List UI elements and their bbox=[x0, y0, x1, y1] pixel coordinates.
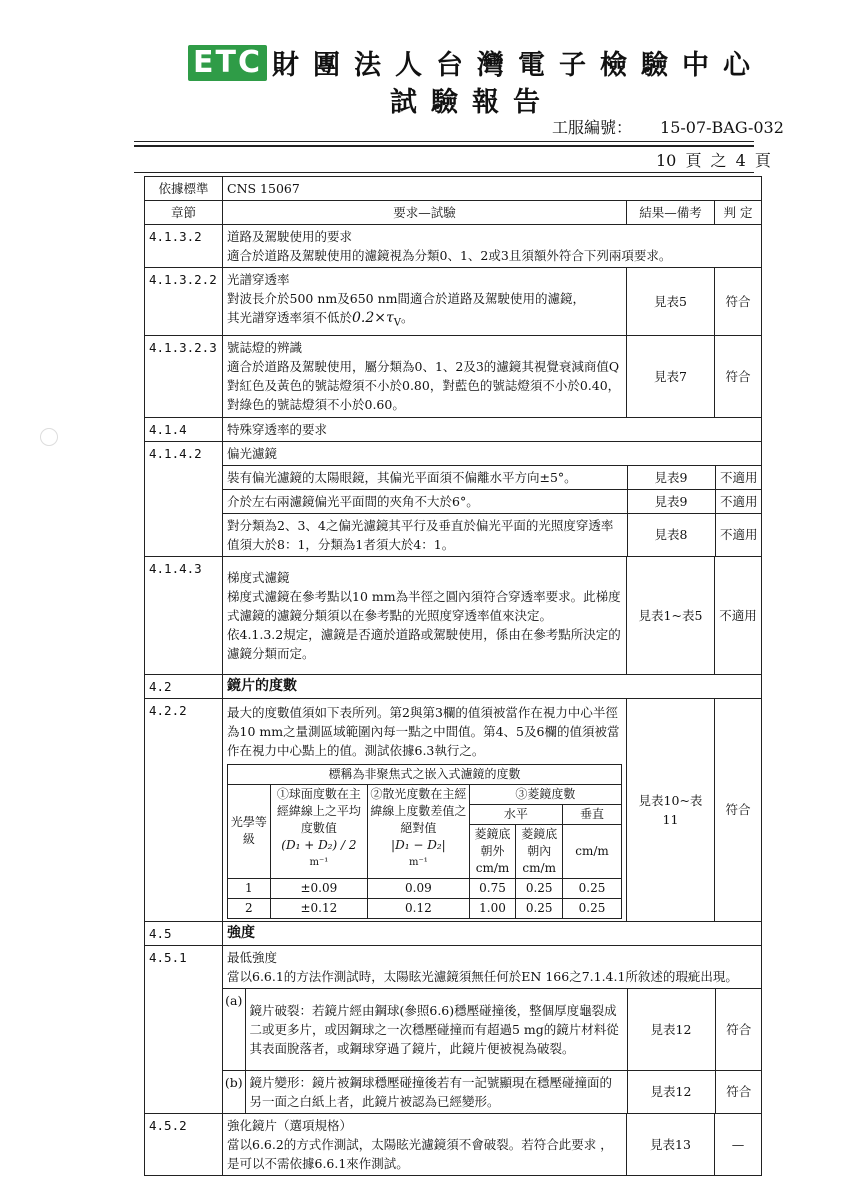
cylinder-cell: 0.12 bbox=[368, 898, 470, 918]
punch-hole-mark bbox=[40, 428, 58, 446]
requirement-title: 最低強度 bbox=[227, 949, 278, 965]
section-number: 4.5 bbox=[145, 921, 223, 945]
table-row bbox=[145, 417, 762, 441]
etc-logo: ETC bbox=[188, 45, 267, 81]
column-header-row bbox=[145, 201, 762, 225]
header-base-in bbox=[516, 824, 563, 878]
requirement-line: 梯度式濾鏡在參考點以10 mm為半徑之圓內須符合穿透率要求。此梯度式濾鏡的濾鏡分類須以在參考點的光照度穿透率值來決定。 bbox=[227, 588, 621, 623]
verdict-cell: 不適用 bbox=[715, 513, 762, 556]
table-row bbox=[145, 268, 762, 336]
verdict-cell: 不適用 bbox=[715, 465, 762, 489]
requirement-text bbox=[223, 225, 762, 268]
header-unit: cm/m bbox=[475, 860, 510, 875]
work-number-value: 15-07-BAG-032 bbox=[660, 118, 784, 137]
header-sphere-text: ①球面度數在主經緯線上之平均度數值 bbox=[276, 786, 361, 835]
verdict-cell: 不適用 bbox=[715, 556, 762, 674]
result-cell: 見表9 bbox=[627, 489, 715, 513]
vertical-cell: 0.25 bbox=[563, 898, 622, 918]
verdict-cell: 符合 bbox=[715, 335, 762, 417]
result-cell: 見表5 bbox=[627, 268, 715, 336]
header-rule bbox=[134, 141, 754, 142]
cylinder-cell: 0.09 bbox=[368, 878, 470, 898]
base-out-cell: 0.75 bbox=[469, 878, 516, 898]
requirement-line: 依4.1.3.2規定，濾鏡是否適於道路或駕駛使用，係由在參考點所決定的濾鏡分類而定。 bbox=[227, 626, 621, 661]
base-out-cell: 1.00 bbox=[469, 898, 516, 918]
header-cylinder-formula: |D₁ − D₂| bbox=[391, 837, 446, 852]
subitem-row bbox=[223, 513, 762, 556]
requirement-title: 號誌燈的辨識 bbox=[227, 340, 303, 355]
header-optical-class: 光學等級 bbox=[228, 784, 271, 878]
standard-row bbox=[145, 177, 762, 201]
header-vertical: 垂直 bbox=[563, 804, 622, 824]
requirement-title: 特殊穿透率的要求 bbox=[223, 417, 762, 441]
work-number bbox=[552, 115, 784, 138]
header-base-in-text: 菱鏡底朝內 bbox=[521, 826, 558, 858]
section-number: 4.5.1 bbox=[145, 945, 223, 1113]
requirement-title: 梯度式濾鏡 bbox=[227, 569, 290, 585]
requirement-text bbox=[223, 698, 627, 921]
header-vertical-unit: cm/m bbox=[563, 824, 622, 878]
base-in-cell: 0.25 bbox=[516, 878, 563, 898]
col-verdict: 判 定 bbox=[715, 201, 762, 225]
power-caption-row bbox=[228, 764, 622, 784]
result-cell: 見表1~表5 bbox=[627, 556, 715, 674]
section-number: 4.5.2 bbox=[145, 1113, 223, 1175]
requirement-title: 鏡片的度數 bbox=[223, 674, 762, 698]
header-cylinder-text: ②散光度數在主經緯線上度數差值之絕對值 bbox=[370, 786, 467, 835]
section-number: 4.2 bbox=[145, 674, 223, 698]
header-horizontal: 水平 bbox=[469, 804, 562, 824]
header-cylinder-unit: m⁻¹ bbox=[408, 856, 428, 868]
result-cell: 見表12 bbox=[627, 988, 715, 1070]
page-number: 10 頁 之 4 頁 bbox=[656, 151, 771, 170]
subitem-row bbox=[223, 1070, 762, 1113]
requirement-title: 強度 bbox=[223, 921, 762, 945]
subitem-group bbox=[223, 441, 762, 556]
standard-value: CNS 15067 bbox=[223, 177, 762, 201]
result-cell: 見表10~表11 bbox=[627, 698, 715, 921]
class-cell: 2 bbox=[228, 898, 271, 918]
subitem-row bbox=[223, 442, 762, 466]
class-cell: 1 bbox=[228, 878, 271, 898]
requirement-title: 光譜穿透率 bbox=[227, 272, 290, 287]
requirement-line: 適合於道路及駕駛使用的濾鏡視為分類0、1、2或3且須額外符合下列兩項要求。 bbox=[227, 248, 672, 263]
header-unit: cm/m bbox=[522, 860, 556, 875]
result-cell: 見表13 bbox=[627, 1113, 715, 1175]
table-row bbox=[145, 225, 762, 268]
verdict-cell: — bbox=[715, 1113, 762, 1175]
verdict-cell: 符合 bbox=[715, 698, 762, 921]
report-title: 試驗報告 bbox=[390, 87, 554, 118]
requirement-line: 當以6.6.2的方式作測試，太陽眩光濾鏡須不會破裂。若符合此要求 ，是可以不需依據6.6.1來作測試。 bbox=[227, 1136, 613, 1171]
section-number: 4.1.3.2.3 bbox=[145, 335, 223, 417]
header-base-out-text: 菱鏡底朝外 bbox=[474, 826, 511, 858]
result-cell: 見表12 bbox=[627, 1070, 715, 1113]
subitem-group bbox=[223, 945, 762, 1113]
requirement-title: 強化鏡片（選項規格） bbox=[227, 1117, 353, 1133]
power-table bbox=[227, 764, 622, 919]
requirement-text bbox=[223, 268, 627, 336]
section-number: 4.1.4.3 bbox=[145, 556, 223, 674]
subitem-row bbox=[223, 489, 762, 513]
requirement-line: 當以6.6.1的方法作測試時，太陽眩光濾鏡須無任何於EN 166之7.1.4.1所敘述的瑕疵出現。 bbox=[227, 968, 738, 984]
power-header-row bbox=[228, 784, 622, 804]
requirement-text bbox=[223, 946, 762, 989]
sphere-cell: ±0.12 bbox=[270, 898, 367, 918]
requirement-line: 鏡片破裂：若鏡片經由鋼球(參照6.6)穩壓碰撞後，整個厚度龜裂成二或更多片，或因鋼球之一次穩壓碰撞而有超過5 mg的鏡片材料從其表面脫落者，或鋼球穿過了鏡片，此鏡片便被視為破裂。 bbox=[245, 988, 627, 1070]
work-number-label: 工服編號： bbox=[552, 118, 633, 137]
section-number: 4.1.3.2 bbox=[145, 225, 223, 268]
verdict-cell: 不適用 bbox=[715, 489, 762, 513]
power-table-caption: 標稱為非聚焦式之嵌入式濾鏡的度數 bbox=[228, 764, 622, 784]
subitem-row bbox=[223, 988, 762, 1070]
table-row bbox=[145, 698, 762, 921]
header-rule-bottom bbox=[134, 172, 754, 173]
table-row bbox=[145, 921, 762, 945]
subitem-tag: (b) bbox=[224, 1074, 243, 1090]
col-section: 章節 bbox=[145, 201, 223, 225]
col-result: 結果—備考 bbox=[627, 201, 715, 225]
table-row bbox=[145, 945, 762, 1113]
standard-label: 依據標準 bbox=[145, 177, 223, 201]
header-sphere bbox=[270, 784, 367, 878]
requirement-line: 對波長介於500 nm及650 nm間適合於道路及駕駛使用的濾鏡， bbox=[227, 291, 585, 306]
header-rule-thick bbox=[134, 145, 754, 147]
vertical-cell: 0.25 bbox=[563, 878, 622, 898]
header-prism: ③菱鏡度數 bbox=[469, 784, 621, 804]
requirement-line: 道路及駕駛使用的要求 bbox=[227, 229, 353, 244]
verdict-cell: 符合 bbox=[715, 988, 762, 1070]
result-cell: 見表9 bbox=[627, 465, 715, 489]
table-row bbox=[145, 441, 762, 556]
section-number: 4.1.4.2 bbox=[145, 441, 223, 556]
sphere-cell: ±0.09 bbox=[270, 878, 367, 898]
requirement-text bbox=[223, 1113, 627, 1175]
section-number: 4.1.3.2.2 bbox=[145, 268, 223, 336]
header-cylinder bbox=[368, 784, 470, 878]
requirement-title: 偏光濾鏡 bbox=[223, 442, 762, 466]
col-requirement: 要求—試驗 bbox=[223, 201, 627, 225]
requirement-text bbox=[223, 556, 627, 674]
requirement-line: 鏡片變形：鏡片被鋼球穩壓碰撞後若有一記號顯現在穩壓碰撞面的另一面之白紙上者，此鏡片被認為已經變形。 bbox=[245, 1070, 627, 1113]
organization-name: 財團法人台灣電子檢驗中心 bbox=[272, 50, 764, 81]
formula-subscript: V bbox=[393, 317, 401, 329]
requirement-line: 對分類為2、3、4之偏光濾鏡其平行及垂直於偏光平面的光照度穿透率值須大於8：1，分類為1者須大於4：1。 bbox=[227, 517, 614, 552]
table-row bbox=[145, 556, 762, 674]
base-in-cell: 0.25 bbox=[516, 898, 563, 918]
subitem-table bbox=[223, 442, 762, 556]
formula: 0.2×τ bbox=[352, 310, 394, 326]
requirement-line: 裝有偏光濾鏡的太陽眼鏡，其偏光平面須不偏離水平方向±5°。 bbox=[223, 465, 627, 489]
header-sphere-formula: (D₁ + D₂) / 2 bbox=[281, 837, 357, 852]
power-row bbox=[228, 878, 622, 898]
subitem-row bbox=[223, 465, 762, 489]
requirement-line: 其光譜穿透率須不低於$0.2\times\tau_V$。 bbox=[227, 310, 414, 329]
subitem-table bbox=[223, 946, 762, 1113]
result-cell: 見表8 bbox=[627, 513, 715, 556]
requirement-line: 適合於道路及駕駛使用，屬分類為0、1、2及3的濾鏡其視覺衰減商值Q對紅色及黃色的號誌燈須不小於0.80，對藍色的號誌燈須不小於0.40，對綠色的號誌燈須不小於0.60。 bbox=[227, 359, 621, 412]
table-row bbox=[145, 1113, 762, 1175]
requirement-text bbox=[223, 335, 627, 417]
table-row bbox=[145, 674, 762, 698]
requirement-line: 最大的度數值須如下表所列。第2與第3欄的值須被當作在視力中心半徑為10 mm之量測區域範圍內每一點之中間值。第4、5及6欄的值須被當作在視力中心點上的值。測試依據6.3執行之。 bbox=[227, 704, 620, 758]
requirement-line: 介於左右兩濾鏡偏光平面間的夾角不大於6°。 bbox=[223, 489, 627, 513]
verdict-cell: 符合 bbox=[715, 1070, 762, 1113]
header-sphere-unit: m⁻¹ bbox=[309, 856, 329, 868]
section-number: 4.1.4 bbox=[145, 417, 223, 441]
section-number: 4.2.2 bbox=[145, 698, 223, 921]
power-row bbox=[228, 898, 622, 918]
requirement-fragment: 其光譜穿透率須不低於 bbox=[227, 310, 353, 325]
result-cell: 見表7 bbox=[627, 335, 715, 417]
subitem-tag: (a) bbox=[223, 988, 245, 1070]
subitem-row bbox=[223, 946, 762, 989]
table-row bbox=[145, 335, 762, 417]
verdict-cell: 符合 bbox=[715, 268, 762, 336]
header-base-out bbox=[469, 824, 516, 878]
requirements-table bbox=[144, 176, 762, 1176]
